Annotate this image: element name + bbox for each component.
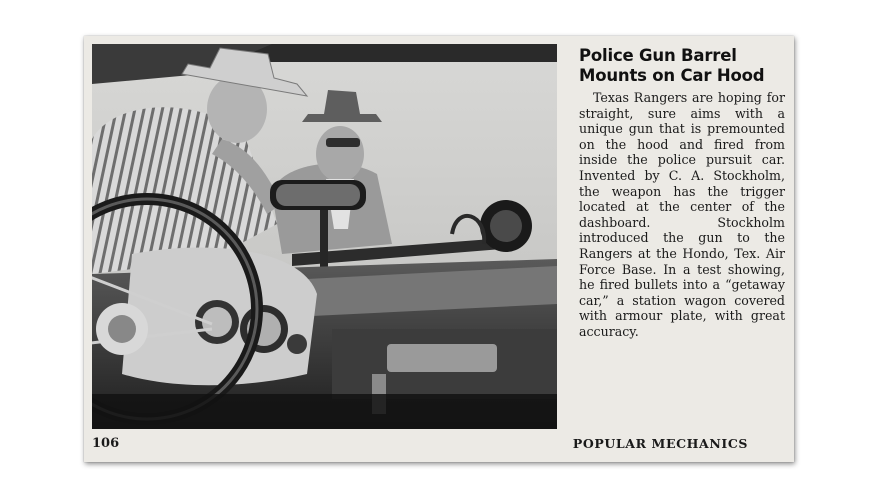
headline-line-2: Mounts on Car Hood [579, 66, 765, 85]
photo-illustration [92, 44, 557, 429]
magazine-name: POPULAR MECHANICS [572, 436, 748, 451]
headline-line-1: Police Gun Barrel [579, 46, 737, 65]
article-headline [579, 46, 785, 86]
page-number: 106 [92, 436, 120, 451]
article-photo [92, 44, 557, 429]
article [579, 46, 785, 340]
article-body: Texas Rangers are hoping for straight, sure aims with a unique gun that is premounted on the hood and fired from inside the police pursuit car. Invented by C. A. Stockholm, the weapon has the trigger located at the center of the dashboard. Stockholm introduced the gun to the Rangers at the Hondo, Tex. Air Force Base. In a test showing, he fired bullets into a “getaway car,” a station wagon covered with armour plate, with great accuracy. [579, 90, 785, 339]
magazine-page [84, 36, 794, 462]
